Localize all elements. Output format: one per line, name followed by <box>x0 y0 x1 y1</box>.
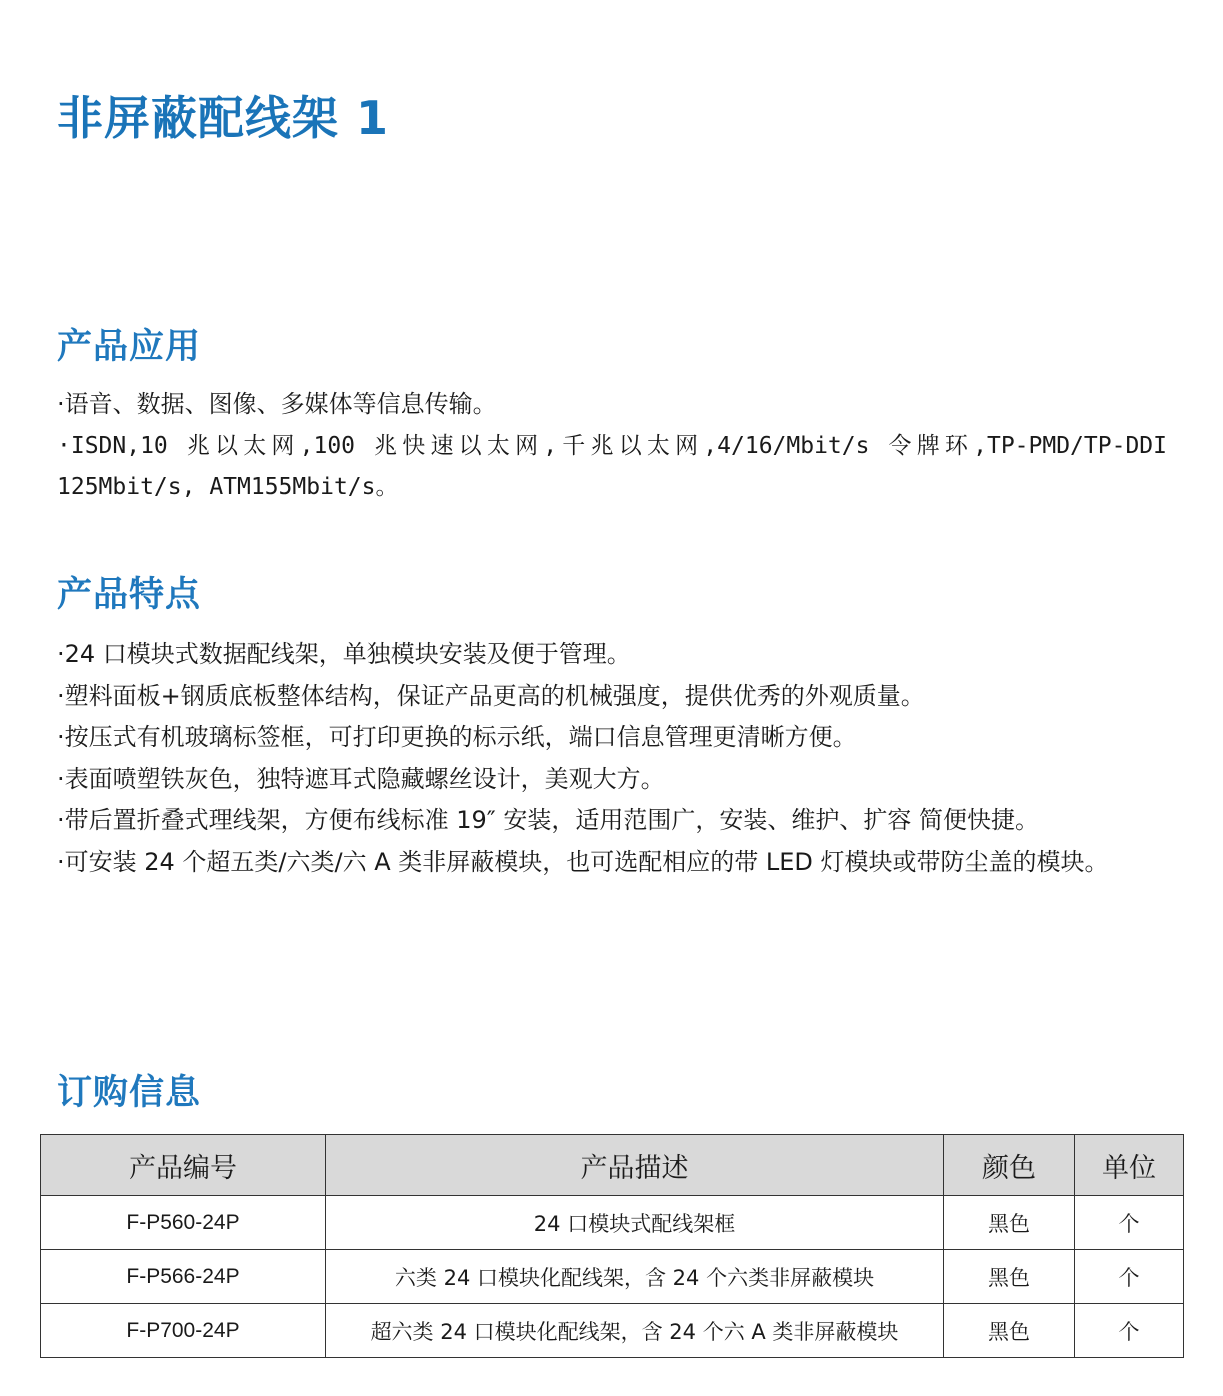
table-header-row <box>41 1135 1184 1196</box>
feature-item: ·按压式有机玻璃标签框，可打印更换的标示纸，端口信息管理更清晰方便。 <box>57 723 857 751</box>
table-row <box>41 1250 1184 1304</box>
product-code-cell: F-P700-24P <box>41 1304 326 1358</box>
application-list <box>57 384 1167 509</box>
section-heading-application: 产品应用 <box>57 327 202 367</box>
product-description-cell: 超六类 24 口模块化配线架，含 24 个六 A 类非屏蔽模块 <box>326 1304 944 1358</box>
ordering-table <box>40 1134 1184 1358</box>
product-unit-cell: 个 <box>1075 1250 1184 1304</box>
application-item: ·ISDN,10 兆以太网,100 兆快速以太网,千兆以太网,4/16/Mbit/s 令牌环,TP-PMD/TP-DDI 125Mbit/s, ATM155Mbit/s。 <box>57 432 1167 500</box>
feature-item: ·表面喷塑铁灰色，独特遮耳式隐藏螺丝设计，美观大方。 <box>57 764 665 793</box>
product-color-cell: 黑色 <box>944 1250 1075 1304</box>
section-heading-ordering: 订购信息 <box>57 1073 202 1113</box>
product-code-cell: F-P560-24P <box>41 1196 326 1250</box>
column-header-description: 产品描述 <box>326 1135 944 1196</box>
column-header-unit: 单位 <box>1075 1135 1184 1196</box>
features-list <box>57 634 1167 883</box>
product-description-cell: 六类 24 口模块化配线架，含 24 个六类非屏蔽模块 <box>326 1250 944 1304</box>
table-row <box>41 1196 1184 1250</box>
page-title: 非屏蔽配线架 1 <box>57 91 390 145</box>
product-code-cell: F-P566-24P <box>41 1250 326 1304</box>
feature-item: ·24 口模块式数据配线架，单独模块安装及便于管理。 <box>57 640 631 668</box>
feature-item: ·带后置折叠式理线架，方便布线标准 19″ 安装，适用范围广，安装、维护、扩容 简便快捷。 <box>57 806 1040 834</box>
table-row <box>41 1304 1184 1358</box>
product-unit-cell: 个 <box>1075 1196 1184 1250</box>
product-color-cell: 黑色 <box>944 1304 1075 1358</box>
product-unit-cell: 个 <box>1075 1304 1184 1358</box>
column-header-code: 产品编号 <box>41 1135 326 1196</box>
product-description-cell: 24 口模块式配线架框 <box>326 1196 944 1250</box>
column-header-color: 颜色 <box>944 1135 1075 1196</box>
feature-item: ·塑料面板+钢质底板整体结构，保证产品更高的机械强度，提供优秀的外观质量。 <box>57 681 925 710</box>
feature-item: ·可安装 24 个超五类/六类/六 A 类非屏蔽模块，也可选配相应的带 LED 灯模块或带防尘盖的模块。 <box>57 847 1109 876</box>
section-heading-features: 产品特点 <box>57 575 202 615</box>
product-color-cell: 黑色 <box>944 1196 1075 1250</box>
application-item: ·语音、数据、图像、多媒体等信息传输。 <box>57 390 497 418</box>
